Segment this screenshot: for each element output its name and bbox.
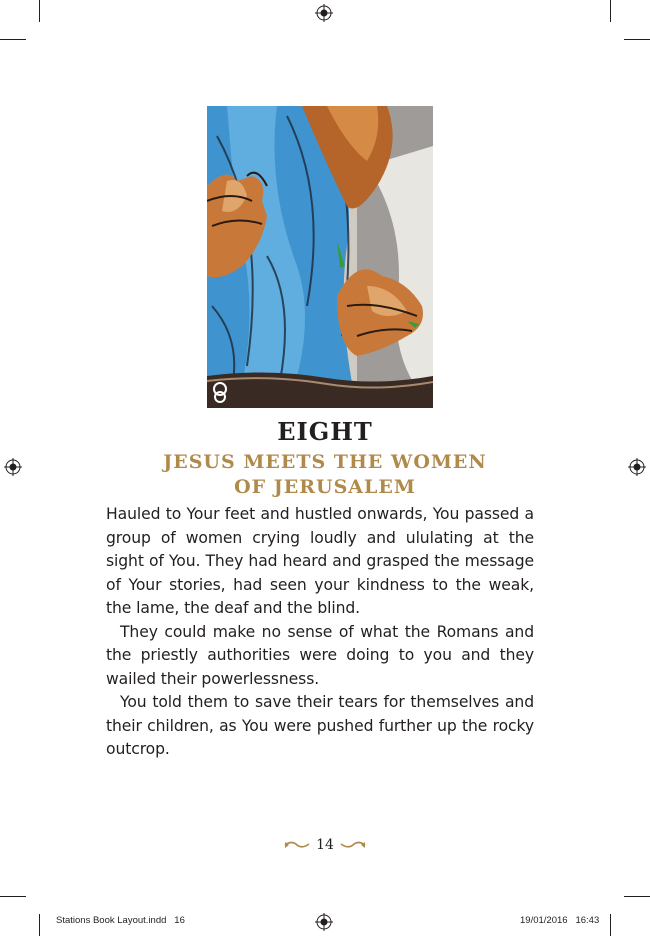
station-illustration <box>207 106 433 408</box>
slug-file-name: Stations Book Layout.indd 16 <box>56 915 185 926</box>
crop-mark-bottom-right <box>610 914 611 936</box>
crop-mark-top-left-h <box>0 39 26 40</box>
slug-date-time: 19/01/2016 16:43 <box>520 915 600 926</box>
crop-mark-bottom-right-h <box>624 896 650 897</box>
station-title-line-1: JESUS MEETS THE WOMEN <box>163 451 487 473</box>
registration-mark-bottom-icon <box>315 913 333 931</box>
body-paragraph-2: They could make no sense of what the Romans and the priestly authorities were doing to you and they wailed their powerlessness. <box>106 622 534 688</box>
right-ornament-icon <box>340 840 366 850</box>
crop-mark-top-right <box>610 0 611 22</box>
page-folio <box>0 837 650 853</box>
station-number-heading: EIGHT <box>277 417 373 446</box>
crop-mark-top-left <box>39 0 40 22</box>
crop-mark-top-right-h <box>624 39 650 40</box>
page-number: 14 <box>316 837 334 853</box>
crop-mark-bottom-left-h <box>0 896 26 897</box>
station-body-text <box>106 503 534 762</box>
body-paragraph-1: Hauled to Your feet and hustled onwards, You passed a group of women crying loudly and ululating at the sight of You. They had heard and grasped the message of Your stories, had seen your kindness to the weak, the lame, the deaf and the blind. <box>106 505 534 617</box>
painting-artwork <box>207 106 433 408</box>
body-paragraph-3: You told them to save their tears for themselves and their children, as You were pushed further up the rocky outcrop. <box>106 693 534 758</box>
station-title-line-2: OF JERUSALEM <box>234 476 416 498</box>
left-ornament-icon <box>284 840 310 850</box>
crop-mark-bottom-left <box>39 914 40 936</box>
registration-mark-top-icon <box>315 4 333 22</box>
station-title-heading <box>0 450 650 500</box>
